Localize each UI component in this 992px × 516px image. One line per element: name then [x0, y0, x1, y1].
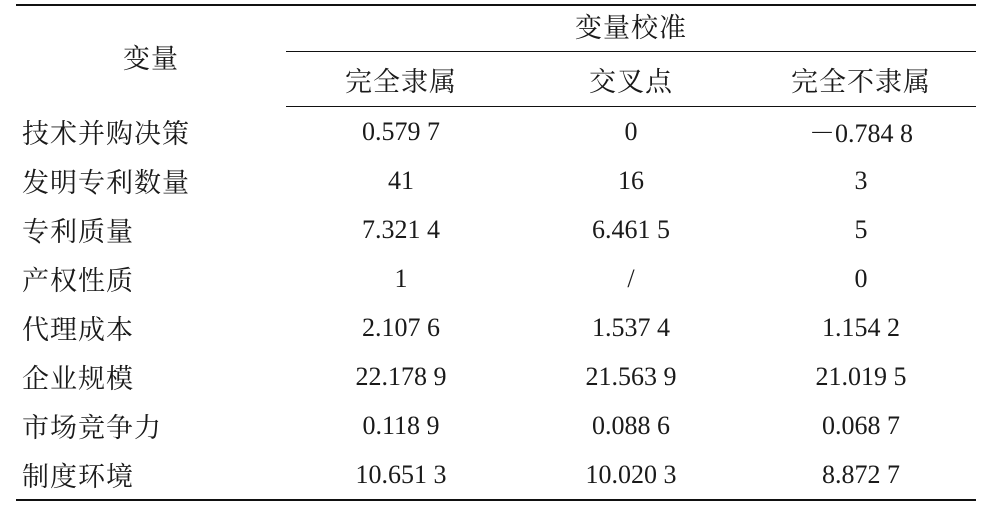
table-body: [16, 107, 976, 501]
cell-full-nonmembership: 0: [854, 263, 868, 293]
header-variable: 变量: [16, 5, 286, 107]
cell-full-nonmembership: 5: [854, 214, 868, 244]
cell-full-membership: 2.107 6: [362, 312, 440, 342]
cell-crossover: 16: [618, 165, 644, 195]
cell-full-nonmembership: 3: [854, 165, 868, 195]
cell-full-membership: 0.118 9: [362, 410, 440, 440]
header-calibration-group: 变量校准: [286, 5, 976, 52]
table-row: [16, 156, 976, 205]
cell-crossover: 0.088 6: [592, 410, 670, 440]
table-container: [0, 4, 992, 516]
cell-full-nonmembership: 0.068 7: [822, 410, 900, 440]
cell-crossover: 21.563 9: [585, 361, 677, 391]
table-row: [16, 107, 976, 157]
variable-calibration-table: [16, 4, 976, 501]
cell-crossover: /: [627, 263, 635, 293]
cell-crossover: 6.461 5: [592, 214, 670, 244]
header-full-nonmembership: 完全不隶属: [746, 52, 976, 107]
table-row: [16, 254, 976, 303]
cell-full-membership: 22.178 9: [355, 361, 447, 391]
row-label: 产权性质: [22, 266, 134, 296]
cell-crossover: 10.020 3: [516, 450, 746, 500]
table-row: [16, 205, 976, 254]
header-crossover-point: 交叉点: [516, 52, 746, 107]
row-label: 制度环境: [16, 450, 286, 500]
row-label: 技术并购决策: [22, 118, 190, 149]
table-row: [16, 303, 976, 352]
header-full-membership: 完全隶属: [286, 52, 516, 107]
table-row: [16, 450, 976, 500]
cell-crossover: 1.537 4: [592, 312, 670, 342]
cell-full-nonmembership: 1.154 2: [822, 312, 900, 342]
row-label: 市场竞争力: [22, 413, 162, 443]
cell-full-membership: 1: [394, 263, 408, 293]
table-row: [16, 401, 976, 450]
cell-full-membership: 7.321 4: [362, 214, 440, 244]
cell-full-membership: 41: [388, 165, 414, 195]
cell-full-nonmembership: 21.019 5: [815, 361, 907, 391]
row-label: 发明专利数量: [22, 168, 190, 198]
cell-full-membership: 10.651 3: [286, 450, 516, 500]
cell-full-nonmembership: 8.872 7: [746, 450, 976, 500]
table-row: [16, 352, 976, 401]
cell-full-membership: 0.579 7: [362, 116, 440, 146]
table-header: [16, 5, 976, 107]
row-label: 企业规模: [22, 364, 134, 394]
row-label: 代理成本: [22, 315, 134, 345]
header-row-group: [16, 5, 976, 52]
cell-crossover: 0: [624, 116, 638, 146]
cell-full-nonmembership: －0.784 8: [809, 119, 914, 148]
row-label: 专利质量: [22, 217, 134, 247]
